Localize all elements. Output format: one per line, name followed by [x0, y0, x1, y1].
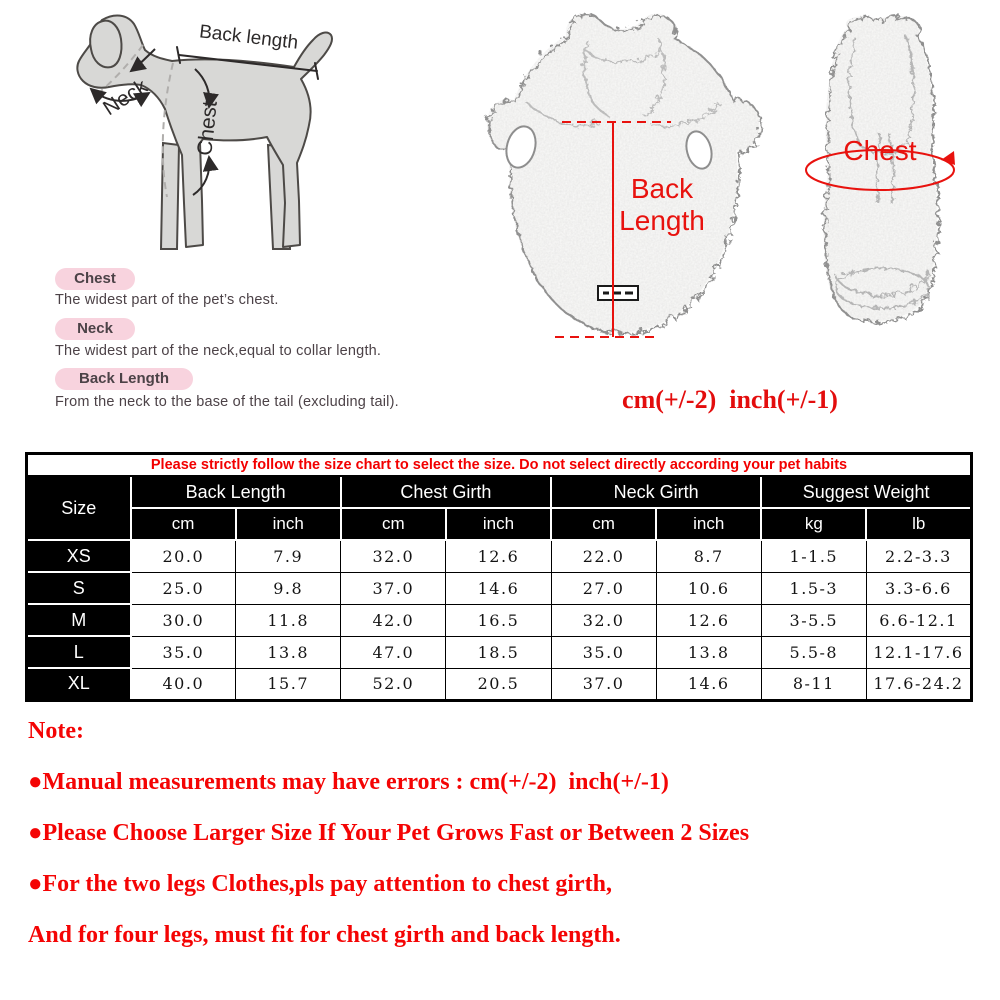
value-cell: 13.8	[236, 636, 341, 668]
value-cell: 16.5	[446, 604, 551, 636]
value-cell: 13.8	[656, 636, 761, 668]
table-banner-row	[27, 454, 972, 477]
value-cell: 5.5-8	[761, 636, 866, 668]
table-row-xl	[27, 668, 972, 700]
brand-tag	[598, 286, 638, 300]
unit-header-cm: cm	[551, 508, 656, 540]
unit-header-cm: cm	[131, 508, 236, 540]
value-cell: 18.5	[446, 636, 551, 668]
table-row-l	[27, 636, 972, 668]
garment-chest-label: Chest	[843, 135, 917, 166]
value-cell: 11.8	[236, 604, 341, 636]
dog-measurement-diagram	[42, 4, 358, 260]
group-header-chest-girth: Chest Girth	[341, 476, 551, 508]
back-length-definition-text: From the neck to the base of the tail (excluding tail).	[55, 394, 399, 410]
fur-texture	[466, 2, 778, 366]
neck-definition-text: The widest part of the neck,equal to collar length.	[55, 343, 382, 359]
garment-back-length-label-line1: Back	[630, 173, 694, 204]
value-cell: 47.0	[341, 636, 446, 668]
fur-texture	[796, 10, 996, 334]
value-cell: 42.0	[341, 604, 446, 636]
value-cell: 27.0	[551, 572, 656, 604]
chest-term-pill: Chest	[55, 268, 135, 290]
note-line: ●For the two legs Clothes,pls pay attention to chest girth,	[28, 871, 613, 897]
value-cell: 8-11	[761, 668, 866, 700]
value-cell: 32.0	[551, 604, 656, 636]
value-cell: 12.6	[656, 604, 761, 636]
value-cell: 35.0	[131, 636, 236, 668]
unit-header-inch: inch	[446, 508, 551, 540]
size-label: S	[27, 572, 131, 604]
value-cell: 25.0	[131, 572, 236, 604]
neck-term-pill: Neck	[55, 318, 135, 340]
value-cell: 40.0	[131, 668, 236, 700]
note-line: ●Please Choose Larger Size If Your Pet Grows Fast or Between 2 Sizes	[28, 820, 750, 846]
unit-header-cm: cm	[341, 508, 446, 540]
value-cell: 37.0	[341, 572, 446, 604]
garment-side-photo	[796, 10, 996, 334]
back-length-term-pill: Back Length	[55, 368, 193, 390]
unit-header-inch: inch	[236, 508, 341, 540]
garment-back-photo	[466, 2, 778, 366]
note-line: And for four legs, must fit for chest girth and back length.	[28, 922, 621, 948]
value-cell: 35.0	[551, 636, 656, 668]
dog-neck-label: Neck	[99, 74, 152, 121]
table-row-xs	[27, 540, 972, 572]
value-cell: 32.0	[341, 540, 446, 572]
group-header-neck-girth: Neck Girth	[551, 476, 761, 508]
dog-ear	[90, 21, 121, 68]
note-line: ●Manual measurements may have errors : cm(+/-2) inch(+/-1)	[28, 769, 669, 795]
unit-header-lb: lb	[866, 508, 971, 540]
value-cell: 6.6-12.1	[866, 604, 971, 636]
value-cell: 20.5	[446, 668, 551, 700]
size-label: XL	[27, 668, 131, 700]
size-table	[25, 452, 973, 702]
dog-chest-label: Chest	[193, 99, 222, 157]
size-column-header: Size	[27, 476, 131, 540]
size-label: XS	[27, 540, 131, 572]
table-group-header-row	[27, 476, 972, 508]
garment-back-length-label-line2: Length	[619, 205, 705, 236]
value-cell: 17.6-24.2	[866, 668, 971, 700]
value-cell: 8.7	[656, 540, 761, 572]
table-banner-text: Please strictly follow the size chart to select the size. Do not select directly according your pet habits	[27, 454, 972, 477]
value-cell: 3.3-6.6	[866, 572, 971, 604]
table-unit-header-row	[27, 508, 972, 540]
value-cell: 1-1.5	[761, 540, 866, 572]
value-cell: 52.0	[341, 668, 446, 700]
measurement-tolerance-text: cm(+/-2) inch(+/-1)	[622, 385, 838, 414]
group-header-suggest-weight: Suggest Weight	[761, 476, 971, 508]
table-row-s	[27, 572, 972, 604]
value-cell: 1.5-3	[761, 572, 866, 604]
value-cell: 22.0	[551, 540, 656, 572]
value-cell: 9.8	[236, 572, 341, 604]
value-cell: 2.2-3.3	[866, 540, 971, 572]
unit-header-kg: kg	[761, 508, 866, 540]
note-section	[28, 718, 988, 973]
value-cell: 30.0	[131, 604, 236, 636]
table-row-m	[27, 604, 972, 636]
size-label: M	[27, 604, 131, 636]
value-cell: 12.1-17.6	[866, 636, 971, 668]
value-cell: 3-5.5	[761, 604, 866, 636]
group-header-back-length: Back Length	[131, 476, 341, 508]
unit-header-inch: inch	[656, 508, 761, 540]
value-cell: 14.6	[656, 668, 761, 700]
size-label: L	[27, 636, 131, 668]
value-cell: 7.9	[236, 540, 341, 572]
value-cell: 14.6	[446, 572, 551, 604]
value-cell: 37.0	[551, 668, 656, 700]
note-title: Note:	[28, 718, 84, 744]
value-cell: 10.6	[656, 572, 761, 604]
dog-back-length-label: Back length	[198, 21, 300, 54]
value-cell: 15.7	[236, 668, 341, 700]
chest-definition-text: The widest part of the pet’s chest.	[55, 292, 279, 308]
value-cell: 20.0	[131, 540, 236, 572]
value-cell: 12.6	[446, 540, 551, 572]
